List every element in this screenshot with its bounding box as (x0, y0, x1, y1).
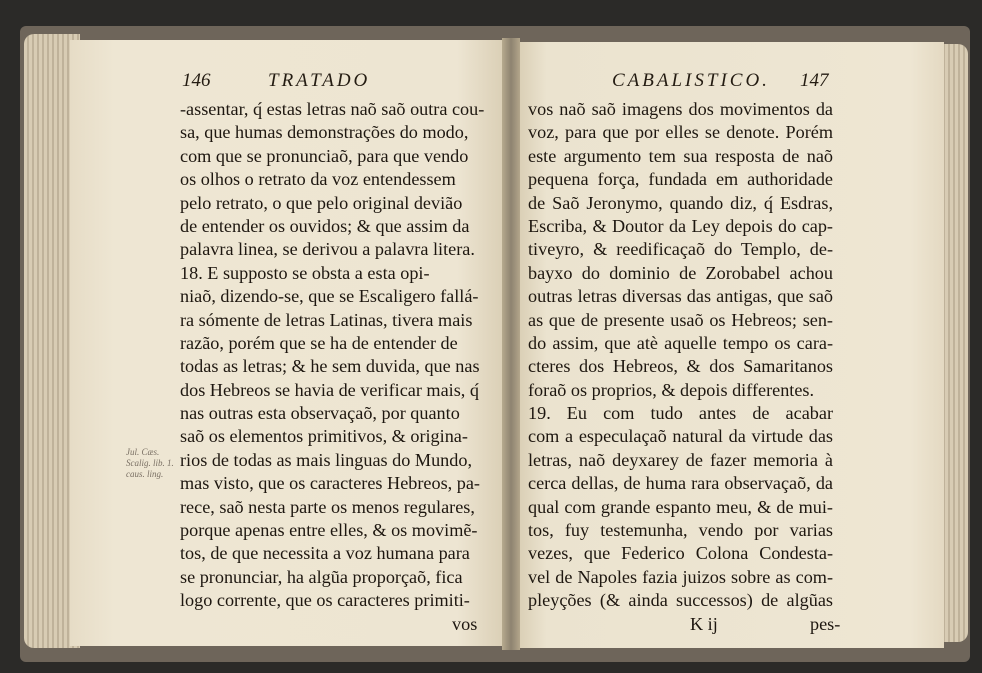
text-line: as que de presente usaõ os Hebreos; sen- (528, 309, 833, 330)
text-line: os olhos o retrato da voz entendessem (180, 169, 456, 190)
text-line: sa, que humas demonstrações do modo, (180, 122, 469, 143)
text-line: vos naõ saõ imagens dos movimentos da (528, 99, 833, 119)
text-line: -assentar, q́ estas letras naõ saõ outra cou- (180, 99, 485, 119)
text-line: saõ os elementos primitivos, & origina- (180, 426, 468, 447)
text-line: com que se pronunciaõ, para que vendo (180, 145, 469, 166)
text-line: nas outras esta observaçaõ, por quanto (180, 403, 460, 424)
text-line: razão, porém que se ha de entender de (180, 332, 458, 353)
text-line: tos, fuy testemunha, vendo por varias (528, 520, 833, 541)
text-line: foraõ os proprios, & depois differentes. (528, 379, 815, 400)
text-line: todas as letras; & he sem duvida, que nas (180, 356, 480, 377)
text-line: se pronunciar, ha algũa proporçaõ, fica (180, 566, 463, 587)
text-line: palavra linea, se derivou a palavra litera. (180, 239, 475, 260)
text-line: letras, naõ deyxarey de fazer memoria à (528, 449, 833, 470)
running-head-left: TRATADO (268, 70, 371, 91)
signature-mark: K ij (690, 614, 718, 634)
text-line: rece, saõ nesta parte os menos regulares, (180, 496, 475, 517)
text-line: pelo retrato, o que pelo original devião (180, 192, 463, 213)
text-line: vel de Napoles fazia juizos sobre as com- (528, 566, 833, 587)
text-line: de Saõ Jeronymo, quando diz, q́ Esdras, (528, 192, 833, 213)
text-line: tos, de que necessita a voz humana para (180, 543, 470, 564)
book-gutter (502, 38, 520, 650)
text-line: de entender os ouvidos; & que assim da (180, 215, 470, 236)
text-line: dos Hebreos se havia de verificar mais, q́ (180, 379, 479, 400)
text-line: qual com grande espanto meu, & de mui- (528, 496, 833, 517)
text-line: pleyções (& ainda successos) de algũas (528, 590, 833, 611)
text-line: vezes, que Federico Colona Condesta- (528, 543, 833, 564)
text-line: ra sómente de letras Latinas, tivera mais (180, 309, 473, 330)
text-line: rios de todas as mais linguas do Mundo, (180, 449, 472, 470)
catchword-right: pes- (810, 614, 841, 634)
text-line: do assim, que atè aquelle tempo os cara- (528, 332, 833, 353)
left-page-text (180, 98, 498, 613)
text-line: niaõ, dizendo-se, que se Escaligero fallá- (180, 286, 479, 307)
catchword-left: vos (452, 614, 478, 634)
text-line: tiveyro, & reedificaçaõ do Templo, de- (528, 239, 833, 260)
text-line: com a especulaçaõ natural da virtude das (528, 426, 833, 447)
text-line: 18. E supposto se obsta a esta opi- (180, 262, 430, 283)
text-line: 19. Eu com tudo antes de acabar (528, 403, 833, 424)
text-line: porque apenas entre elles, & os movimẽ- (180, 520, 478, 541)
right-page-text (528, 98, 833, 613)
text-line: Escriba, & Doutor da Ley depois do cap- (528, 215, 833, 236)
running-head-right: CABALISTICO. (612, 70, 770, 91)
text-line: bayxo do dominio de Zorobabel achou (528, 262, 833, 283)
text-line: logo corrente, que os caracteres primiti- (180, 590, 470, 611)
text-line: voz, para que por elles se denote. Porém (528, 122, 833, 143)
text-line: cteres dos Hebreos, & dos Samaritanos (528, 356, 833, 377)
margin-note: Jul. Cæs. Scalig. lib. 1. caus. ling. (126, 447, 174, 479)
text-line: este argumento tem sua resposta de naõ (528, 145, 833, 166)
page-number-left: 146 (182, 70, 211, 91)
text-line: pequena força, fundada em authoridade (528, 169, 833, 190)
text-line: cerca dellas, de huma rara observaçaõ, da (528, 473, 833, 494)
text-line: outras letras diversas das antigas, que saõ (528, 286, 833, 307)
text-line: mas visto, que os caracteres Hebreos, pa- (180, 473, 480, 494)
page-number-right: 147 (800, 70, 829, 91)
